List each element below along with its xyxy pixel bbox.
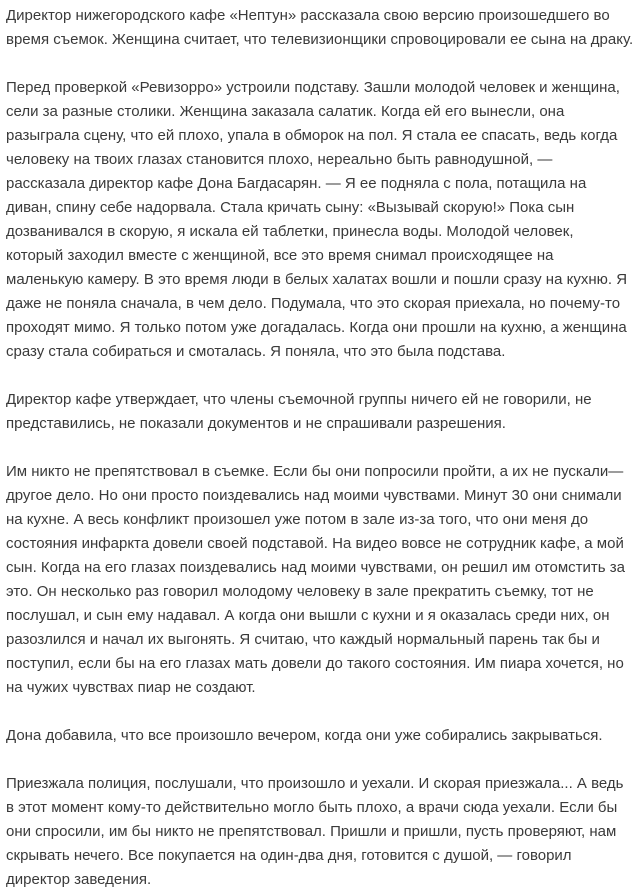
article-body [6,4,634,892]
article-paragraph-quote-conflict: Им никто не препятствовал в съемке. Если бы они попросили пройти, а их не пускали— другое дело. Но они просто поиздевались над моими чувствами. Минут 30 они снимали на кухне. А весь конфликт произошел уже потом в зале из-за того, что они меня до состояния инфаркта довели своей подставой. На видео вовсе не сотрудник кафе, а мой сын. Когда на его глазах поиздевались над моими чувствами, он решил им отомстить за это. Он несколько раз говорил молодому человеку в зале прекратить съемку, тот не послушал, и сын ему надавал. А когда они вышли с кухни и я оказалась среди них, он разозлился и начал их выгонять. Я считаю, что каждый нормальный парень так бы и поступил, если бы на его глазах мать довели до такого состояния. Им пиара хочется, но на чужих чувствах пиар не создают. [6,463,625,696]
article-paragraph-intro: Директор нижегородского кафе «Нептун» рассказала свою версию произошедшего во время съемок. Женщина считает, что телевизионщики спровоцировали ее сына на драку. [6,7,634,48]
article-paragraph-claim: Директор кафе утверждает, что члены съемочной группы ничего ей не говорили, не представились, не показали документов и не спрашивали разрешения. [6,391,592,432]
article-paragraph-quote-police: Приезжала полиция, послушали, что произошло и уехали. И скорая приезжала... А ведь в этот момент кому-то действительно могло быть плохо, а врачи сюда уехали. Если бы они спросили, им бы никто не препятствовал. Пришли и пришли, пусть проверяют, нам скрывать нечего. Все покупается на один-два дня, готовится с душой, — говорил директор заведения. [6,775,624,888]
article-paragraph-evening: Дона добавила, что все произошло вечером, когда они уже собирались закрываться. [6,727,603,744]
article-paragraph-quote-setup: Перед проверкой «Ревизорро» устроили подставу. Зашли молодой человек и женщина, сели за разные столики. Женщина заказала салатик. Когда ей его вынесли, она разыграла сцену, что ей плохо, упала в обморок на пол. Я стала ее спасать, ведь когда человеку на твоих глазах становится плохо, нереально быть равнодушной, — рассказала директор кафе Дона Багдасарян. — Я ее подняла с пола, потащила на диван, спину себе надорвала. Стала кричать сыну: «Вызывай скорую!» Пока сын дозванивался в скорую, я искала ей таблетки, принесла воды. Молодой человек, который заходил вместе с женщиной, все это время снимал происходящее на маленькую камеру. В это время люди в белых халатах вошли и пошли сразу на кухню. Я даже не поняла сначала, в чем дело. Подумала, что это скорая приехала, но почему-то проходят мимо. Я только потом уже догадалась. Когда они прошли на кухню, а женщина сразу стала собираться и смоталась. Я поняла, что это была подстава. [6,79,628,360]
